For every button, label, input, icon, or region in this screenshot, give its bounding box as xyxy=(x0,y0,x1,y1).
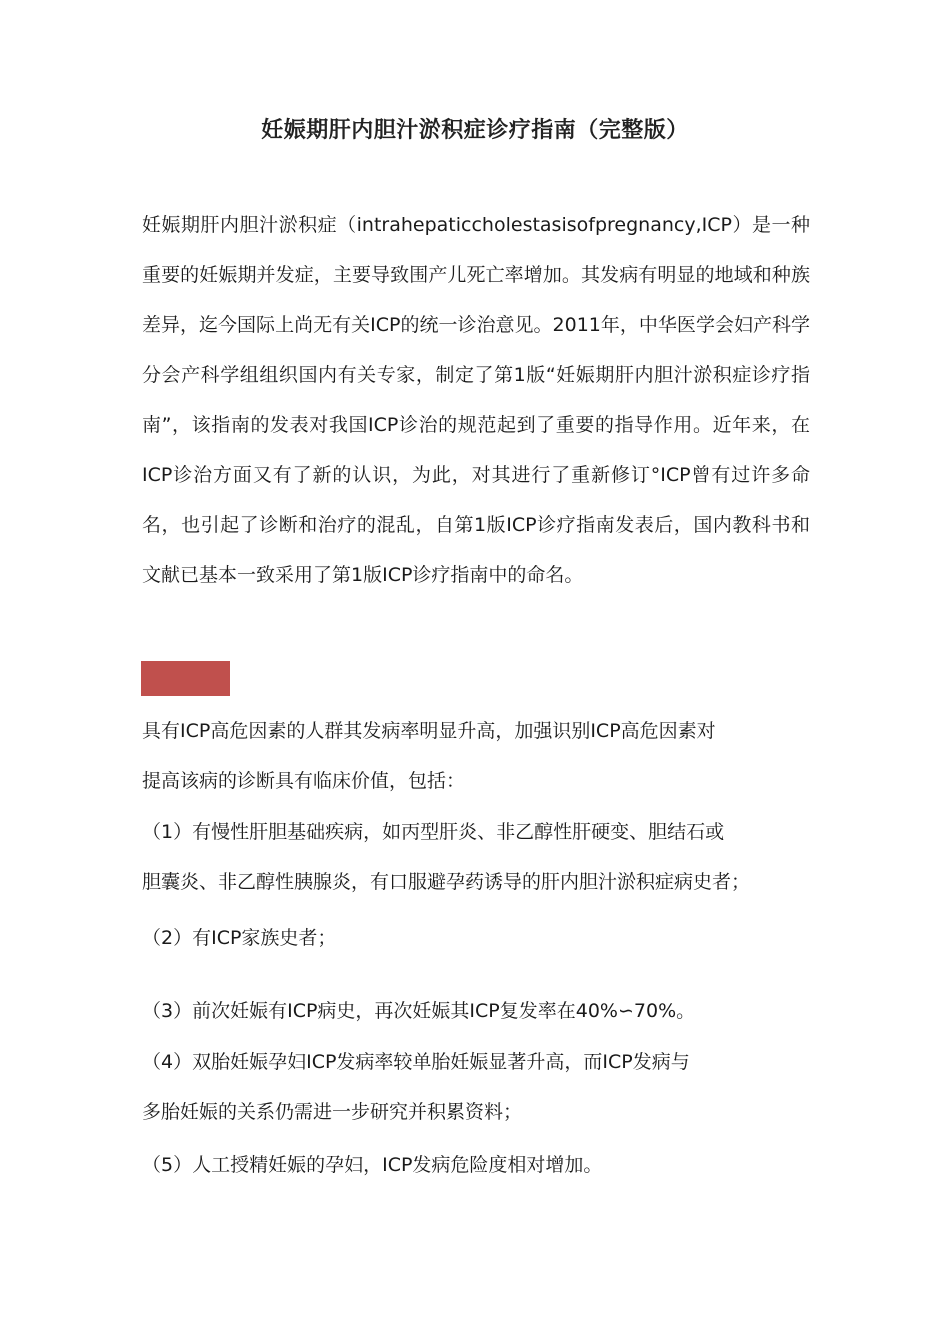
risk-text-line-2: 提高该病的诊断具有临床价值，包括： xyxy=(142,770,466,792)
risk-item-2: （2）有ICP家族史者； xyxy=(142,927,337,949)
risk-item-5: （5）人工授精妊娠的孕妇，ICP发病危险度相对增加。 xyxy=(142,1154,603,1176)
intro-paragraph: 妊娠期肝内胆汁淤积症（intrahepaticcholestasisofpregnancy,ICP）是一种重要的妊娠期并发症，主要导致围产儿死亡率增加。其发病有明显的地域和种族差异，迄今国际上尚无有关ICP的统一诊治意见。2011年，中华医学会妇产科学分会产科学组组织国内有关专家，制定了第1版“妊娠期肝内胆汁淤积症诊疗指南”，该指南的发表对我国ICP诊治的规范起到了重要的指导作用。近年来，在ICP诊治方面又有了新的认识，为此，对其进行了重新修订°ICP曾有过许多命名，也引起了诊断和治疗的混乱，自第1版ICP诊疗指南发表后，国内教科书和文献已基本一致采用了第1版ICP诊疗指南中的命名。 xyxy=(142,214,810,586)
risk-text-line-1: 具有ICP高危因素的人群其发病率明显升高，加强识别ICP高危因素对 xyxy=(142,720,716,742)
section-heading-highlight xyxy=(141,661,230,696)
document-title: 妊娠期肝内胆汁淤积症诊疗指南（完整版） xyxy=(261,118,689,143)
risk-item-1-line-1: （1）有慢性肝胆基础疾病，如丙型肝炎、非乙醇性肝硬变、胆结石或 xyxy=(142,821,725,843)
risk-item-4-line-2: 多胎妊娠的关系仍需进一步研究并积累资料； xyxy=(142,1101,523,1123)
risk-item-3: （3）前次妊娠有ICP病史，再次妊娠其ICP复发率在40%∽70%。 xyxy=(142,1000,696,1022)
risk-item-4-line-1: （4）双胎妊娠孕妇ICP发病率较单胎妊娠显著升高，而ICP发病与 xyxy=(142,1051,690,1073)
risk-item-1-line-2: 胆囊炎、非乙醇性胰腺炎，有口服避孕药诱导的肝内胆汁淤积症病史者； xyxy=(142,871,751,893)
